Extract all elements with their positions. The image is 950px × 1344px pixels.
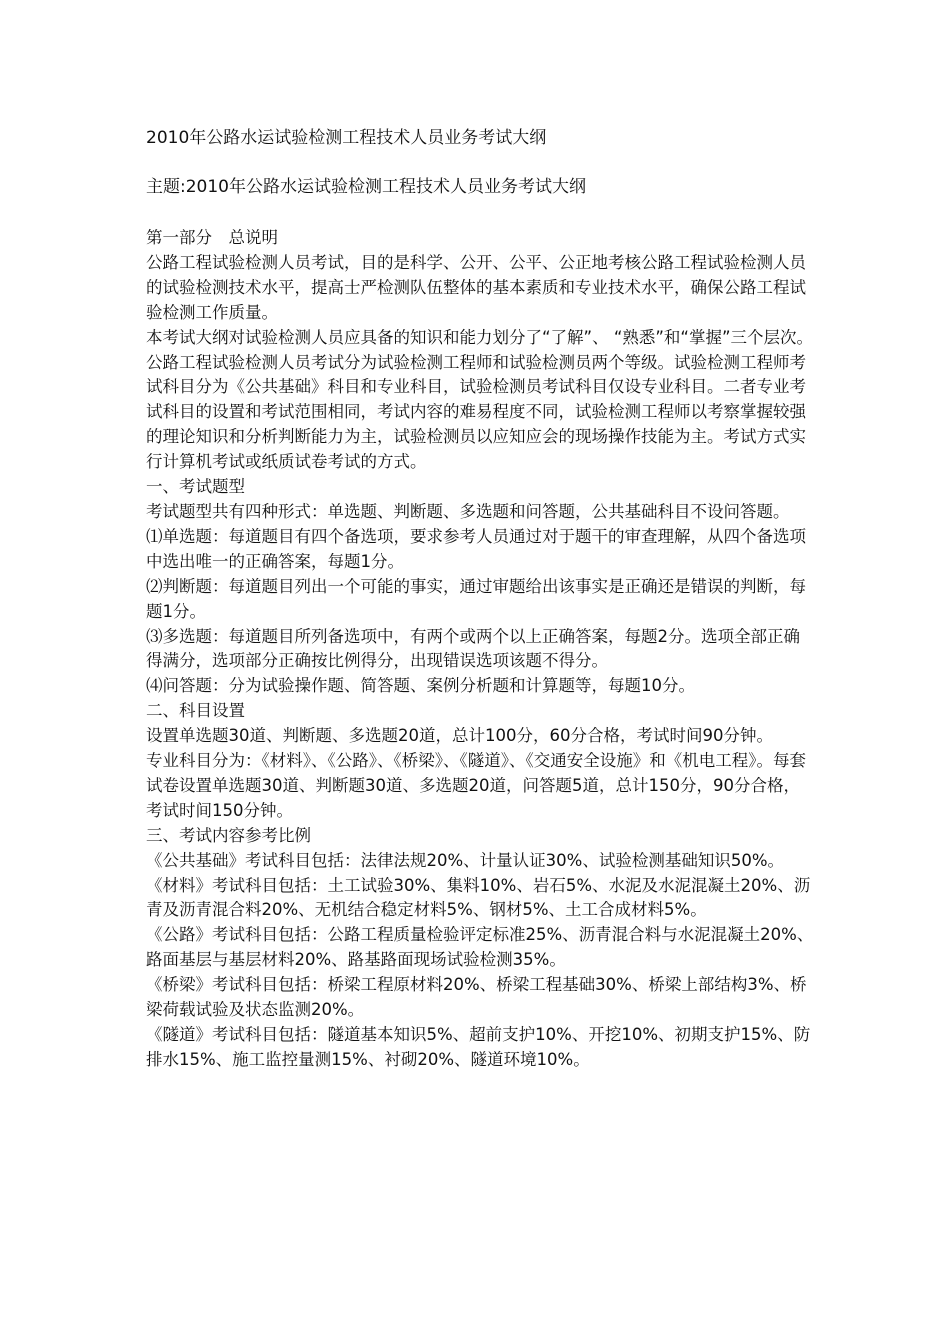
list-item: ⑴单选题：每道题目有四个备选项，要求参考人员通过对于题干的审查理解，从四个备选项中选出唯一的正确答案，每题1分。: [146, 526, 806, 571]
section-heading: 三、考试内容参考比例: [146, 825, 311, 845]
paragraph: 《公路》考试科目包括：公路工程质量检验评定标准25%、沥青混合料与水泥混凝土20%、路面基层与基层材料20%、路基路面现场试验检测35%。: [146, 925, 814, 970]
paragraph: 《桥梁》考试科目包括：桥梁工程原材料20%、桥梁工程基础30%、桥梁上部结构3%、桥梁荷载试验及状态监测20%。: [146, 975, 807, 1020]
paragraph: 公路工程试验检测人员考试分为试验检测工程师和试验检测员两个等级。试验检测工程师考试科目分为《公共基础》科目和专业科目，试验检测员考试科目仅设专业科目。二者专业考试科目的设置和考试范围相同，考试内容的难易程度不同，试验检测工程师以考察掌握较强的理论知识和分析判断能力为主，试验检测员以应知应会的现场操作技能为主。考试方式实行计算机考试或纸质试卷考试的方式。: [146, 352, 806, 472]
document-title: 2010年公路水运试验检测工程技术人员业务考试大纲: [146, 128, 547, 148]
document-subject: 主题:2010年公路水运试验检测工程技术人员业务考试大纲: [146, 177, 586, 197]
section-heading: 一、考试题型: [146, 477, 245, 497]
document-body: [146, 226, 816, 1073]
paragraph: 《材料》考试科目包括：土工试验30%、集料10%、岩石5%、水泥及水泥混凝土20%、沥青及沥青混合料20%、无机结合稳定材料5%、钢材5%、土工合成材料5%。: [146, 875, 811, 920]
list-item: ⑵判断题：每道题目列出一个可能的事实，通过审题给出该事实是正确还是错误的判断，每题1分。: [146, 576, 806, 621]
paragraph: 公路工程试验检测人员考试，目的是科学、公开、公平、公正地考核公路工程试验检测人员的试验检测技术水平，提高士严检测队伍整体的基本素质和专业技术水平，确保公路工程试验检测工作质量。: [146, 252, 806, 322]
section-heading: 二、科目设置: [146, 701, 245, 721]
list-item: ⑶多选题：每道题目所列备选项中，有两个或两个以上正确答案，每题2分。选项全部正确得满分，选项部分正确按比例得分，出现错误选项该题不得分。: [146, 626, 800, 671]
section-heading: 第一部分 总说明: [146, 228, 278, 247]
paragraph: 本考试大纲对试验检测人员应具备的知识和能力划分了“了解”、 “熟悉”和“掌握”三个层次。: [146, 327, 814, 347]
paragraph: 专业科目分为：《材料》、《公路》、《桥梁》、《隧道》、《交通安全设施》和《机电工程》。每套试卷设置单选题30道、判断题30道、多选题20道，问答题5道，总计150分，90分合格，考试时间150分钟。: [146, 751, 806, 820]
list-item: ⑷问答题：分为试验操作题、简答题、案例分析题和计算题等，每题10分。: [146, 676, 695, 696]
paragraph: 设置单选题30道、判断题、多选题20道，总计100分，60分合格，考试时间90分钟。: [146, 726, 773, 746]
paragraph: 《公共基础》考试科目包括：法律法规20%、计量认证30%、试验检测基础知识50%。: [146, 850, 785, 870]
paragraph: 考试题型共有四种形式：单选题、判断题、多选题和问答题，公共基础科目不设问答题。: [146, 501, 790, 521]
paragraph: 《隧道》考试科目包括：隧道基本知识5%、超前支护10%、开挖10%、初期支护15%、防排水15%、施工监控量测15%、衬砌20%、隧道环境10%。: [146, 1025, 811, 1069]
